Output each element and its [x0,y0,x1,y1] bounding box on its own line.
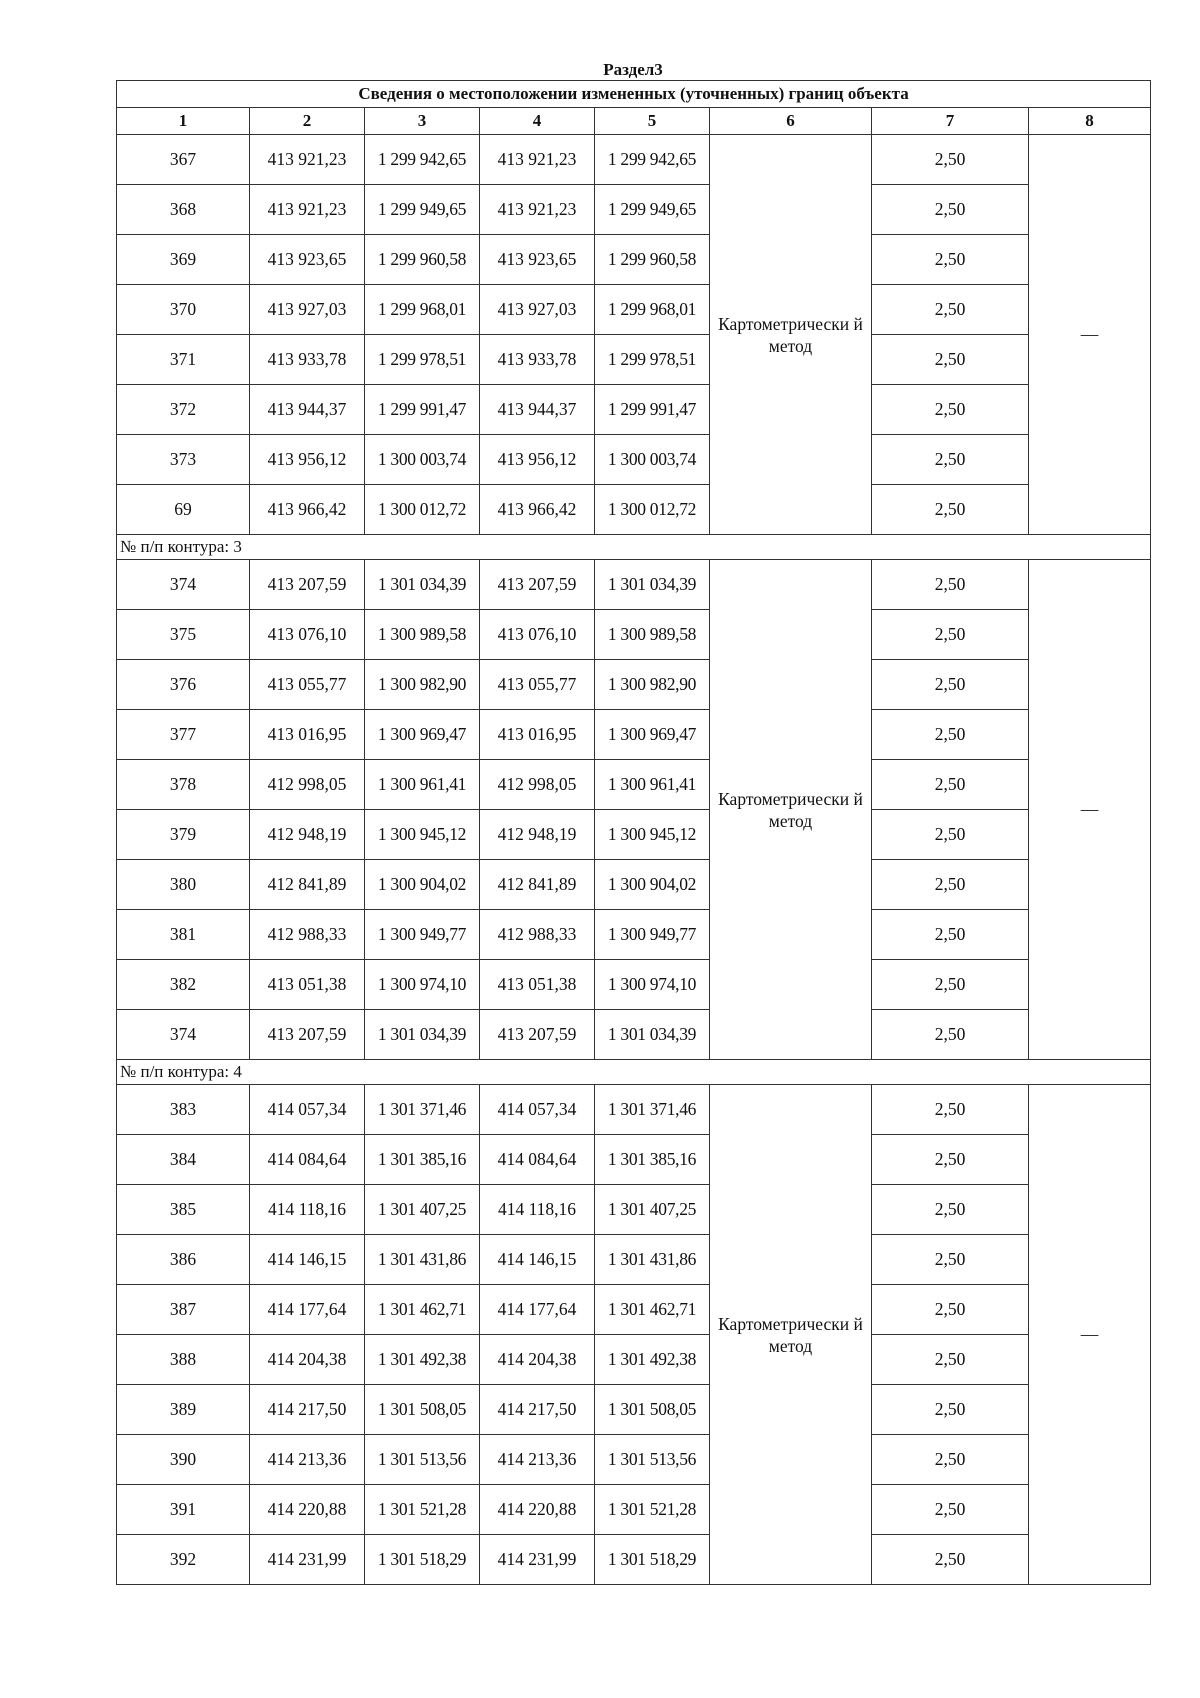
accuracy-value: 2,50 [872,285,1029,335]
x-coordinate: 412 948,19 [250,810,365,860]
y-coordinate: 1 300 904,02 [365,860,480,910]
point-number: 69 [117,485,250,535]
point-number: 383 [117,1085,250,1135]
x-coordinate: 414 057,34 [250,1085,365,1135]
accuracy-value: 2,50 [872,1235,1029,1285]
y-coordinate-refined: 1 299 942,65 [595,135,710,185]
x-coordinate-refined: 414 204,38 [480,1335,595,1385]
y-coordinate-refined: 1 299 968,01 [595,285,710,335]
point-number: 379 [117,810,250,860]
column-number: 1 [117,108,250,135]
point-number: 390 [117,1435,250,1485]
accuracy-value: 2,50 [872,1185,1029,1235]
x-coordinate: 413 921,23 [250,185,365,235]
column-8-dash: — [1029,135,1151,535]
x-coordinate-refined: 413 956,12 [480,435,595,485]
y-coordinate: 1 300 012,72 [365,485,480,535]
x-coordinate-refined: 414 213,36 [480,1435,595,1485]
y-coordinate: 1 301 518,29 [365,1535,480,1585]
x-coordinate-refined: 414 217,50 [480,1385,595,1435]
accuracy-value: 2,50 [872,435,1029,485]
point-number: 367 [117,135,250,185]
accuracy-value: 2,50 [872,910,1029,960]
table-row [117,1085,1151,1135]
x-coordinate: 413 055,77 [250,660,365,710]
y-coordinate: 1 300 974,10 [365,960,480,1010]
column-number-row [117,108,1151,135]
x-coordinate-refined: 413 051,38 [480,960,595,1010]
x-coordinate: 412 841,89 [250,860,365,910]
point-number: 378 [117,760,250,810]
table-row [117,1285,1151,1335]
y-coordinate: 1 301 371,46 [365,1085,480,1135]
x-coordinate: 413 956,12 [250,435,365,485]
x-coordinate: 414 220,88 [250,1485,365,1535]
x-coordinate-refined: 414 146,15 [480,1235,595,1285]
column-number: 2 [250,108,365,135]
x-coordinate: 414 217,50 [250,1385,365,1435]
point-number: 373 [117,435,250,485]
y-coordinate-refined: 1 300 961,41 [595,760,710,810]
column-number: 5 [595,108,710,135]
y-coordinate: 1 301 431,86 [365,1235,480,1285]
table-row [117,660,1151,710]
contour-label-row [117,535,1151,560]
y-coordinate-refined: 1 300 003,74 [595,435,710,485]
x-coordinate-refined: 414 118,16 [480,1185,595,1235]
column-8-dash: — [1029,1085,1151,1585]
y-coordinate: 1 301 462,71 [365,1285,480,1335]
document-page [116,60,1150,1585]
accuracy-value: 2,50 [872,185,1029,235]
y-coordinate-refined: 1 299 949,65 [595,185,710,235]
y-coordinate-refined: 1 301 521,28 [595,1485,710,1535]
accuracy-value: 2,50 [872,485,1029,535]
table-row [117,435,1151,485]
y-coordinate-refined: 1 299 991,47 [595,385,710,435]
column-number: 8 [1029,108,1151,135]
y-coordinate: 1 300 982,90 [365,660,480,710]
x-coordinate-refined: 414 084,64 [480,1135,595,1185]
accuracy-value: 2,50 [872,1535,1029,1585]
y-coordinate-refined: 1 301 508,05 [595,1385,710,1435]
table-row [117,485,1151,535]
table-row [117,285,1151,335]
x-coordinate: 413 927,03 [250,285,365,335]
table-row [117,1485,1151,1535]
x-coordinate-refined: 412 841,89 [480,860,595,910]
table-row [117,810,1151,860]
point-number: 389 [117,1385,250,1435]
x-coordinate: 413 923,65 [250,235,365,285]
point-number: 384 [117,1135,250,1185]
x-coordinate: 413 207,59 [250,1010,365,1060]
x-coordinate-refined: 413 016,95 [480,710,595,760]
x-coordinate-refined: 412 998,05 [480,760,595,810]
table-body [117,81,1151,1585]
table-row [117,610,1151,660]
table-row [117,560,1151,610]
y-coordinate: 1 301 521,28 [365,1485,480,1535]
table-row [117,1010,1151,1060]
x-coordinate-refined: 413 207,59 [480,560,595,610]
table-row [117,335,1151,385]
point-number: 375 [117,610,250,660]
x-coordinate-refined: 413 076,10 [480,610,595,660]
accuracy-value: 2,50 [872,135,1029,185]
y-coordinate: 1 299 949,65 [365,185,480,235]
point-number: 371 [117,335,250,385]
point-number: 368 [117,185,250,235]
table-row [117,710,1151,760]
x-coordinate: 414 204,38 [250,1335,365,1385]
point-number: 376 [117,660,250,710]
x-coordinate-refined: 412 948,19 [480,810,595,860]
y-coordinate-refined: 1 299 978,51 [595,335,710,385]
column-8-dash: — [1029,560,1151,1060]
y-coordinate-refined: 1 299 960,58 [595,235,710,285]
y-coordinate-refined: 1 301 385,16 [595,1135,710,1185]
table-caption: Сведения о местоположении измененных (уточненных) границ объекта [117,81,1151,108]
y-coordinate-refined: 1 301 431,86 [595,1235,710,1285]
point-number: 385 [117,1185,250,1235]
accuracy-value: 2,50 [872,1285,1029,1335]
y-coordinate: 1 299 991,47 [365,385,480,435]
table-row [117,960,1151,1010]
method-cell: Картометрически й метод [710,135,872,535]
y-coordinate: 1 299 978,51 [365,335,480,385]
table-row [117,1535,1151,1585]
accuracy-value: 2,50 [872,1335,1029,1385]
y-coordinate-refined: 1 301 492,38 [595,1335,710,1385]
accuracy-value: 2,50 [872,1010,1029,1060]
accuracy-value: 2,50 [872,1485,1029,1535]
y-coordinate-refined: 1 300 974,10 [595,960,710,1010]
table-row [117,1235,1151,1285]
x-coordinate: 413 016,95 [250,710,365,760]
y-coordinate: 1 300 961,41 [365,760,480,810]
x-coordinate: 413 944,37 [250,385,365,435]
point-number: 374 [117,560,250,610]
y-coordinate: 1 300 949,77 [365,910,480,960]
x-coordinate-refined: 412 988,33 [480,910,595,960]
y-coordinate-refined: 1 300 969,47 [595,710,710,760]
y-coordinate: 1 301 513,56 [365,1435,480,1485]
x-coordinate: 414 231,99 [250,1535,365,1585]
accuracy-value: 2,50 [872,960,1029,1010]
accuracy-value: 2,50 [872,385,1029,435]
y-coordinate-refined: 1 300 982,90 [595,660,710,710]
x-coordinate-refined: 413 927,03 [480,285,595,335]
x-coordinate: 413 076,10 [250,610,365,660]
table-row [117,1435,1151,1485]
y-coordinate: 1 299 960,58 [365,235,480,285]
y-coordinate: 1 301 385,16 [365,1135,480,1185]
y-coordinate: 1 300 989,58 [365,610,480,660]
y-coordinate: 1 299 968,01 [365,285,480,335]
y-coordinate: 1 301 407,25 [365,1185,480,1235]
y-coordinate: 1 300 945,12 [365,810,480,860]
point-number: 369 [117,235,250,285]
contour-label: № п/п контура: 3 [117,535,1151,560]
accuracy-value: 2,50 [872,610,1029,660]
column-number: 3 [365,108,480,135]
table-row [117,860,1151,910]
y-coordinate: 1 300 003,74 [365,435,480,485]
point-number: 380 [117,860,250,910]
y-coordinate-refined: 1 300 945,12 [595,810,710,860]
point-number: 382 [117,960,250,1010]
y-coordinate: 1 301 034,39 [365,1010,480,1060]
table-row [117,1185,1151,1235]
x-coordinate: 413 207,59 [250,560,365,610]
point-number: 370 [117,285,250,335]
column-number: 4 [480,108,595,135]
table-row [117,185,1151,235]
table-caption-row [117,81,1151,108]
y-coordinate-refined: 1 300 012,72 [595,485,710,535]
x-coordinate-refined: 414 231,99 [480,1535,595,1585]
x-coordinate-refined: 414 057,34 [480,1085,595,1135]
x-coordinate-refined: 413 055,77 [480,660,595,710]
accuracy-value: 2,50 [872,1435,1029,1485]
accuracy-value: 2,50 [872,1135,1029,1185]
y-coordinate-refined: 1 300 989,58 [595,610,710,660]
x-coordinate: 414 146,15 [250,1235,365,1285]
x-coordinate-refined: 413 966,42 [480,485,595,535]
table-row [117,910,1151,960]
accuracy-value: 2,50 [872,560,1029,610]
accuracy-value: 2,50 [872,660,1029,710]
x-coordinate-refined: 414 220,88 [480,1485,595,1535]
table-row [117,1385,1151,1435]
table-row [117,1335,1151,1385]
point-number: 377 [117,710,250,760]
y-coordinate-refined: 1 301 407,25 [595,1185,710,1235]
y-coordinate-refined: 1 301 518,29 [595,1535,710,1585]
table-row [117,385,1151,435]
section-title: Раздел3 [603,60,663,79]
accuracy-value: 2,50 [872,860,1029,910]
accuracy-value: 2,50 [872,1385,1029,1435]
x-coordinate-refined: 413 207,59 [480,1010,595,1060]
contour-label: № п/п контура: 4 [117,1060,1151,1085]
column-number: 6 [710,108,872,135]
y-coordinate-refined: 1 300 949,77 [595,910,710,960]
x-coordinate-refined: 413 923,65 [480,235,595,285]
table-row [117,135,1151,185]
x-coordinate-refined: 414 177,64 [480,1285,595,1335]
x-coordinate: 413 933,78 [250,335,365,385]
method-cell: Картометрически й метод [710,1085,872,1585]
y-coordinate-refined: 1 301 371,46 [595,1085,710,1135]
column-number: 7 [872,108,1029,135]
y-coordinate-refined: 1 301 034,39 [595,560,710,610]
y-coordinate: 1 300 969,47 [365,710,480,760]
x-coordinate: 414 177,64 [250,1285,365,1335]
y-coordinate: 1 301 508,05 [365,1385,480,1435]
x-coordinate-refined: 413 921,23 [480,135,595,185]
point-number: 388 [117,1335,250,1385]
x-coordinate: 414 118,16 [250,1185,365,1235]
y-coordinate-refined: 1 301 513,56 [595,1435,710,1485]
x-coordinate: 414 213,36 [250,1435,365,1485]
point-number: 374 [117,1010,250,1060]
accuracy-value: 2,50 [872,810,1029,860]
x-coordinate: 412 998,05 [250,760,365,810]
table-row [117,235,1151,285]
point-number: 392 [117,1535,250,1585]
y-coordinate-refined: 1 301 462,71 [595,1285,710,1335]
y-coordinate-refined: 1 301 034,39 [595,1010,710,1060]
accuracy-value: 2,50 [872,1085,1029,1135]
y-coordinate: 1 301 492,38 [365,1335,480,1385]
x-coordinate-refined: 413 944,37 [480,385,595,435]
coordinates-table [116,80,1151,1585]
accuracy-value: 2,50 [872,235,1029,285]
x-coordinate-refined: 413 921,23 [480,185,595,235]
x-coordinate: 414 084,64 [250,1135,365,1185]
x-coordinate: 412 988,33 [250,910,365,960]
y-coordinate-refined: 1 300 904,02 [595,860,710,910]
contour-label-row [117,1060,1151,1085]
point-number: 372 [117,385,250,435]
point-number: 381 [117,910,250,960]
point-number: 386 [117,1235,250,1285]
accuracy-value: 2,50 [872,760,1029,810]
point-number: 387 [117,1285,250,1335]
x-coordinate-refined: 413 933,78 [480,335,595,385]
method-cell: Картометрически й метод [710,560,872,1060]
y-coordinate: 1 301 034,39 [365,560,480,610]
accuracy-value: 2,50 [872,335,1029,385]
accuracy-value: 2,50 [872,710,1029,760]
y-coordinate: 1 299 942,65 [365,135,480,185]
table-row [117,760,1151,810]
point-number: 391 [117,1485,250,1535]
x-coordinate: 413 966,42 [250,485,365,535]
x-coordinate: 413 051,38 [250,960,365,1010]
table-row [117,1135,1151,1185]
x-coordinate: 413 921,23 [250,135,365,185]
